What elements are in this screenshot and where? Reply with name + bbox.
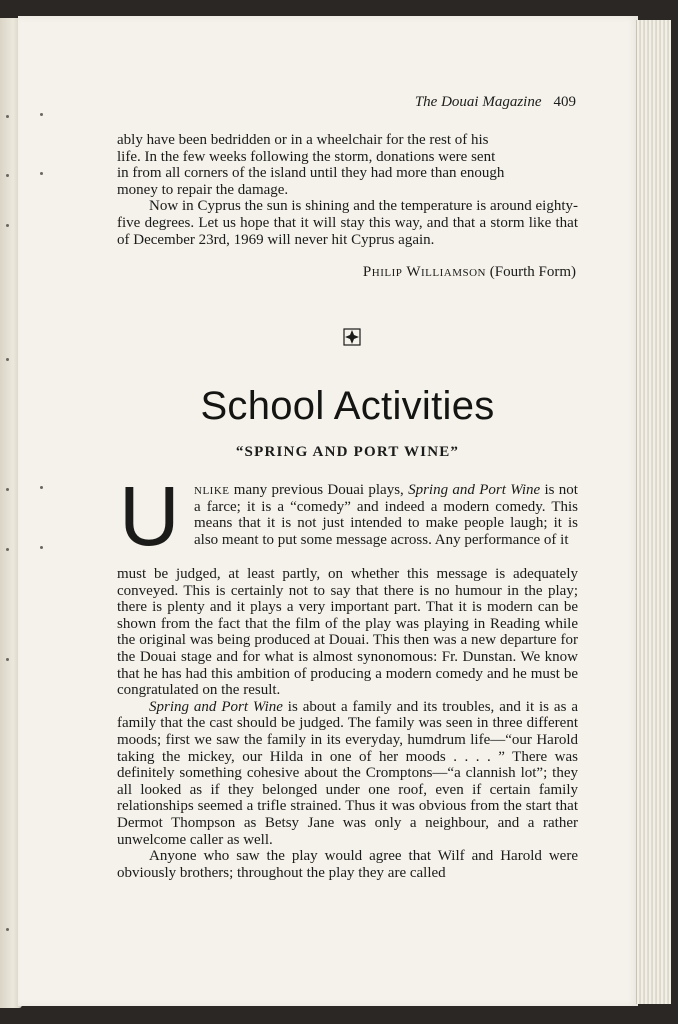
lead-text: many previous Douai plays,	[229, 482, 409, 498]
binding-hole	[6, 548, 9, 551]
binding-hole	[40, 546, 43, 549]
binding-hole	[40, 172, 43, 175]
play-title: Spring and Port Wine	[408, 482, 541, 498]
text-line: ably have been bedridden or in a wheelchair for the rest of his	[117, 132, 489, 148]
lead-word: nlike	[194, 482, 230, 498]
author-form: (Fourth Form)	[489, 264, 576, 280]
closing-paragraph: Now in Cyprus the sun is shining and the temperature is around eighty-five degrees. Let us hope that it will stay this way, and that a storm like that of December 23rd, 1969 will never hit Cyprus again.	[117, 198, 578, 248]
article-lead-paragraph	[194, 482, 578, 548]
binding-hole	[6, 115, 9, 118]
drop-cap: U	[119, 469, 180, 563]
article-subheading: “SPRING AND PORT WINE”	[235, 444, 460, 460]
page-number: 409	[553, 94, 576, 110]
author-signature	[300, 264, 576, 281]
binding-hole	[6, 488, 9, 491]
section-heading: School Activities	[200, 384, 495, 428]
binding-hole	[6, 174, 9, 177]
binding-hole	[40, 113, 43, 116]
binding-hole	[6, 928, 9, 931]
body-paragraph: must be judged, at least partly, on whether this message is adequately conveyed. This is certainly not to say that there is no humour in the play; there is plenty and it plays a very important part. That it is modern can be shown from the fact that the film of the play was playing in Reading while the original was being produced at Douai. This then was a new departure for the Douai stage and for what is almost synonomous: Fr. Dunstan. We know that he has had this ambition of producing a modern comedy and he must be congratulated on the result.	[117, 566, 578, 699]
binding-hole	[6, 658, 9, 661]
body-paragraph	[117, 699, 578, 848]
magazine-title: The Douai Magazine	[414, 94, 542, 110]
text-line: money to repair the damage.	[117, 181, 289, 198]
previous-article-text	[117, 132, 578, 248]
page-stack-edges	[636, 20, 671, 1004]
body-paragraph: Anyone who saw the play would agree that Wilf and Harold were obviously brothers; throughout the play they are called	[117, 848, 578, 881]
author-name: Philip Williamson	[362, 264, 486, 280]
text-line: life. In the few weeks following the storm, donations were sent	[117, 148, 496, 165]
running-header	[390, 94, 576, 114]
binding-hole	[6, 224, 9, 227]
binding-hole	[6, 358, 9, 361]
play-title: Spring and Port Wine	[149, 698, 283, 715]
binding-hole	[40, 486, 43, 489]
cross-ornament-icon	[343, 328, 361, 346]
lead-text: is not a farce; it is a “comedy” and indeed a modern comedy. This means that it is not just intended to make people laugh; it is also meant to put some message across. Any performance of it	[194, 482, 578, 548]
text-line: in from all corners of the island until they had more than enough	[117, 165, 505, 182]
article-body	[117, 566, 578, 881]
paragraph-text: is about a family and its troubles, and it is as a family that the cast should be judged. The family was seen in three different moods; first we saw the family in its everyday, humdrum life—“our Harold taking the mickey, our Hilda in one of her moods . . . . ” There was definitely something cohesive about the Cromptons—“a clannish lot”; they all looked as if they belonged under one roof, even if certain family relationships seemed a trifle strained. Thus it was obvious from the start that Dermot Thompson as Betsy Jane was only a neighbour, and a rather unwelcome caller as well.	[117, 698, 578, 848]
